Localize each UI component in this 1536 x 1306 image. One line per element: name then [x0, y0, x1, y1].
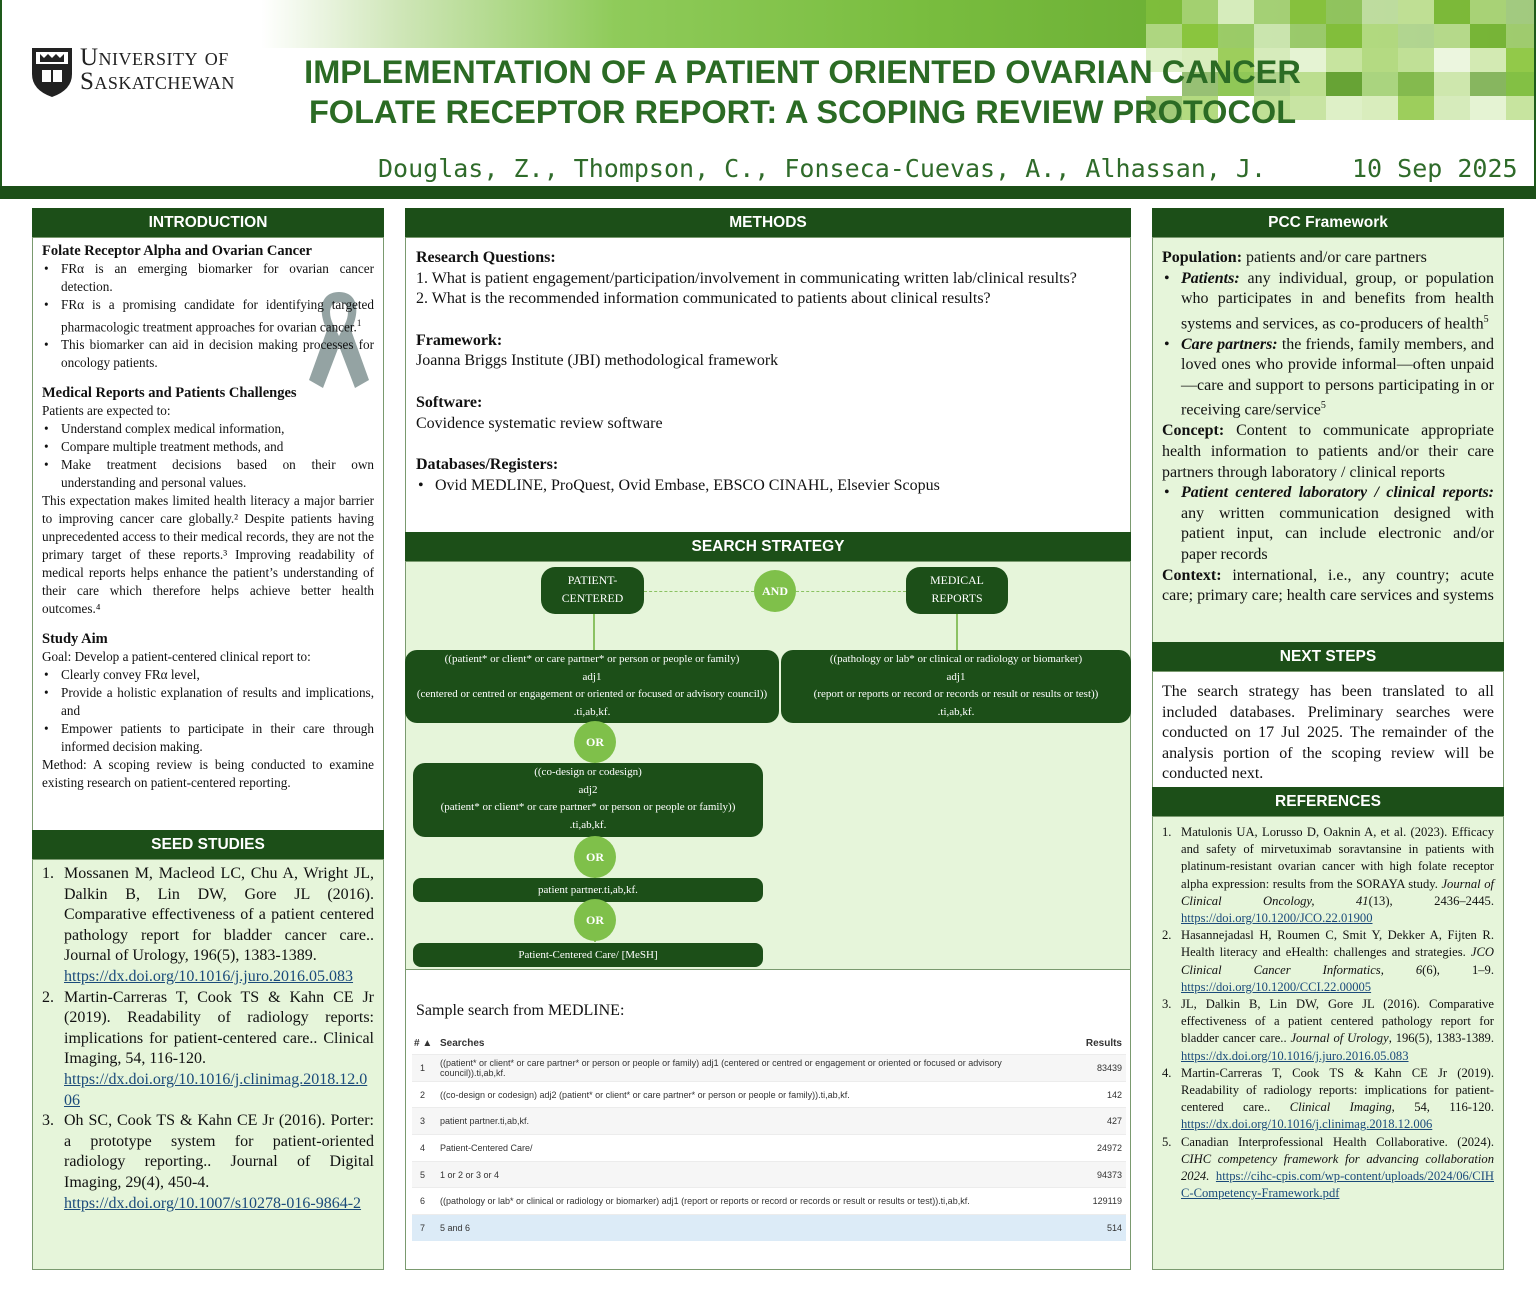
intro-section3-list [42, 666, 374, 756]
databases-title: Databases/Registers: [416, 456, 559, 474]
list-item: 3. Oh SC, Cook TS & Kahn CE Jr (2016). Porter: a prototype system for patient-oriented radiology reporting.. Journal of Digital Imaging, 29(4), 450-4. https://dx.doi.org/10.1007/s10278-016-9864-2 [42, 1112, 374, 1212]
row-query: Patient-Centered Care/ [440, 1142, 533, 1153]
list-item: 5. Canadian Interprofessional Health Collaborative. (2024). CIHC competency framework for advancing collaboration 2024. https://cihc-cpis.com/wp-content/uploads/2024/06/CIHC-Competency-Framework.pdf [1162, 1134, 1494, 1201]
pcc-population-list [1162, 269, 1494, 422]
table-header [412, 1032, 1126, 1054]
table-row[interactable] [412, 1134, 1126, 1161]
references-panel [1152, 816, 1504, 1270]
list-item: • Make treatment decisions based on their own understanding and personal values. [42, 456, 374, 492]
codesign-search-box [413, 763, 763, 837]
search-term: adj1 [582, 670, 602, 683]
list-item: • Care partners: the friends, family members, and loved ones who provide informal—often unpaid—care and support to persons participating in or receiving care/service$^5$ [1162, 335, 1494, 422]
connector-line [644, 591, 754, 592]
references-list [1162, 824, 1494, 1202]
software-text: Covidence systematic review software [416, 414, 663, 432]
row-results: 427 [1106, 1116, 1122, 1127]
reference-link-3[interactable]: https://dx.doi.org/10.1016/j.juro.2016.05.083 [1181, 1048, 1409, 1063]
header-divider-bar [0, 186, 1536, 199]
references-heading: REFERENCES [1152, 787, 1504, 816]
seed-link-2[interactable]: https://dx.doi.org/10.1016/j.clinimag.2018.12.006 [64, 1070, 368, 1109]
seed-studies-panel [32, 859, 384, 1270]
pcc-concept: Concept: Content to communicate appropriate health information to patients and/or their care partners through laboratory / clinical reports [1162, 422, 1494, 481]
reference-link-2[interactable]: https://doi.org/10.1200/CCI.22.00005 [1181, 979, 1372, 994]
reference-link-4[interactable]: https://dx.doi.org/10.1016/j.clinimag.2018.12.006 [1181, 1117, 1433, 1132]
or-operator: OR [574, 836, 616, 878]
mesh-search-box: Patient-Centered Care/ [MeSH] [413, 943, 763, 967]
or-operator: OR [574, 899, 616, 941]
row-results: 24972 [1096, 1142, 1122, 1153]
medical-reports-search-box [781, 650, 1131, 723]
intro-section3-goal: Goal: Develop a patient-centered clinical report to: [42, 649, 311, 665]
intro-section2-paragraph: This expectation makes limited health literacy a major barrier to improving cancer care globally.² Despite patients having unprecedented access to their medical records, they are not the primary target of these reports.³ Improving readability of medical reports helps enhance the patient’s understanding of their care which therefore helps achieve better health outcomes.⁴ [42, 493, 374, 617]
list-item: • Compare multiple treatment methods, and [42, 438, 374, 456]
row-number: 5 [420, 1169, 426, 1180]
next-steps-text: The search strategy has been translated to all included databases. Preliminary searches were conducted on 17 Jul 2025. The remainder of the analysis portion of the scoping review will be conducted next. [1162, 683, 1494, 783]
search-term: adj1 [946, 670, 966, 683]
list-item: • Clearly convey FRα level, [42, 666, 374, 684]
row-query: 5 and 6 [440, 1222, 471, 1233]
search-term: .ti,ab,kf. [569, 818, 607, 831]
university-logo [30, 46, 270, 102]
sample-search-table [412, 1032, 1126, 1241]
search-term: .ti,ab,kf. [573, 705, 611, 718]
row-number: 4 [420, 1142, 426, 1153]
connector-line [796, 591, 906, 592]
reference-link-5[interactable]: https://cihc-cpis.com/wp-content/uploads/2024/06/CIHC-Competency-Framework.pdf [1181, 1169, 1494, 1201]
seed-link-3[interactable]: https://dx.doi.org/10.1007/s10278-016-9864-2 [64, 1194, 362, 1212]
search-term: (patient* or client* or care partner* or person or people or family)) [440, 801, 736, 813]
concept-label: MEDICAL [930, 573, 984, 587]
list-item: • Understand complex medical information, [42, 420, 374, 438]
university-name-line2: Saskatchewan [80, 68, 235, 95]
introduction-panel [32, 237, 384, 831]
pcc-framework-panel [1152, 237, 1504, 643]
row-number: 2 [420, 1089, 426, 1100]
search-term: (centered or centred or engagement or oriented or focused or advisory council)) [416, 688, 768, 700]
poster-title [280, 52, 1325, 132]
patient-partner-search-box: patient partner.ti,ab,kf. [413, 878, 763, 902]
seed-studies-list [42, 864, 374, 1214]
intro-section1-list [42, 260, 374, 372]
patient-centered-search-box [405, 650, 779, 723]
search-term: ((patient* or client* or care partner* or person or people or family) [444, 653, 740, 665]
list-item: • This biomarker can aid in decision making processes for oncology patients. [42, 336, 374, 372]
table-row[interactable] [412, 1081, 1126, 1108]
table-row[interactable] [412, 1161, 1126, 1188]
row-number: 7 [420, 1222, 426, 1233]
patient-centered-concept [541, 567, 644, 614]
sample-search-label: Sample search from MEDLINE: [416, 1002, 625, 1019]
row-results: 514 [1106, 1222, 1122, 1233]
intro-section2-lead: Patients are expected to: [42, 403, 171, 419]
pcc-framework-heading: PCC Framework [1152, 208, 1504, 237]
introduction-heading: INTRODUCTION [32, 208, 384, 237]
intro-section3-method: Method: A scoping review is being conducted to examine existing research on patient-centered reporting. [42, 757, 374, 791]
row-number: 1 [420, 1062, 426, 1073]
databases-list [416, 476, 1121, 497]
row-number: 3 [420, 1116, 426, 1127]
list-item: • Provide a holistic explanation of results and implications, and [42, 684, 374, 720]
row-query: ((co-design or codesign) adj2 (patient* or client* or care partner* or person or people or family)).ti,ab,kf. [440, 1089, 850, 1100]
table-row[interactable] [412, 1054, 1126, 1081]
intro-section1-title: Folate Receptor Alpha and Ovarian Cancer [42, 243, 312, 259]
table-row[interactable] [412, 1187, 1126, 1214]
intro-section2-list [42, 420, 374, 492]
search-term: .ti,ab,kf. [937, 705, 975, 718]
col-number-header[interactable]: # ▲ [414, 1037, 433, 1049]
pcc-context: Context: international, i.e., any country; acute care; primary care; health care services and systems [1162, 566, 1494, 605]
or-operator: OR [574, 721, 616, 763]
concept-label: REPORTS [931, 590, 983, 605]
university-shield-icon [30, 46, 74, 98]
row-number: 6 [420, 1196, 426, 1207]
list-item: • Patients: any individual, group, or population who participates in and benefits from health systems and services, as co-producers of health$^5$ [1162, 269, 1494, 335]
authors: Douglas, Z., Thompson, C., Fonseca-Cuevas, A., Alhassan, J. [378, 154, 1267, 183]
list-item: • FRα is a promising candidate for identifying targeted pharmacologic treatment approaches for ovarian cancer.$^1$ [42, 296, 374, 336]
poster-date: 10 Sep 2025 [1352, 154, 1518, 183]
list-item: 2. Hasannejadasl H, Roumen C, Smit Y, Dekker A, Fijten R. Health literacy and eHealth: challenges and strategies. JCO Clinical Cancer Informatics, 6(6), 1–9. https://doi.org/10.1200/CCI.22.00005 [1162, 928, 1494, 994]
framework-text: Joanna Briggs Institute (JBI) methodological framework [416, 352, 779, 370]
list-item: 3. JL, Dalkin B, Lin DW, Gore JL (2016). Comparative effectiveness of a patient centered pathology report for bladder cancer care.. Journal of Urology, 196(5), 1383-1389. https://dx.doi.org/10.1016/j.juro.2016.05.083 [1162, 997, 1495, 1063]
research-questions-title: Research Questions: [416, 249, 556, 266]
concept-label: CENTERED [561, 590, 624, 605]
list-item: 4. Martin-Carreras T, Cook TS & Kahn CE Jr (2019). Readability of radiology reports: implications for patient-centered care.. Clinical Imaging, 54, 116-120. https://dx.doi.org/10.1016/j.clinimag.2018.12.006 [1162, 1065, 1494, 1132]
table-row[interactable] [412, 1107, 1126, 1134]
row-query: patient partner.ti,ab,kf. [440, 1116, 530, 1127]
reference-link-1[interactable]: https://doi.org/10.1200/JCO.22.01900 [1181, 911, 1373, 926]
methods-heading: METHODS [405, 208, 1131, 237]
list-item: • FRα is an emerging biomarker for ovarian cancer detection. [42, 260, 374, 296]
medical-reports-concept [906, 567, 1008, 614]
row-results: 142 [1106, 1089, 1122, 1100]
row-results: 94373 [1096, 1169, 1122, 1180]
table-row-selected[interactable] [412, 1214, 1126, 1241]
next-steps-heading: NEXT STEPS [1152, 642, 1504, 671]
row-query: ((patient* or client* or care partner* or person or people or family) adj1 (centered or centred or engagement or oriented or focused or advisory council)).ti,ab,kf. [440, 1057, 1002, 1078]
list-item: 1. Mossanen M, Macleod LC, Chu A, Wright JL, Dalkin B, Lin DW, Gore JL (2016). Comparative effectiveness of a patient centered pathology report for bladder cancer care.. Journal of Urology, 196(5), 1383-1389. https://dx.doi.org/10.1016/j.juro.2016.05.083 [42, 865, 374, 985]
software-title: Software: [416, 393, 483, 411]
seed-link-1[interactable]: https://dx.doi.org/10.1016/j.juro.2016.05.083 [64, 967, 354, 985]
search-term: (report or reports or record or records or result or results or test)) [813, 688, 1099, 700]
search-term: ((co-design or codesign) [534, 766, 642, 778]
row-query: 1 or 2 or 3 or 4 [440, 1169, 500, 1180]
col-results-header: Results [1085, 1037, 1122, 1049]
methods-panel [405, 237, 1131, 533]
pcc-concept-list [1162, 483, 1494, 565]
row-results: 83439 [1096, 1062, 1122, 1073]
intro-section3-title: Study Aim [42, 631, 108, 648]
table-body [412, 1054, 1126, 1241]
list-item: 1. Matulonis UA, Lorusso D, Oaknin A, et al. (2023). Efficacy and safety of mirvetuximab soravtansine in patients with platinum-resistant ovarian cancer with high folate receptor alpha expression: results from the SORAYA study. Journal of Clinical Oncology, 41(13), 2436–2445. https://doi.org/10.1200/JCO.22.01900 [1162, 825, 1495, 926]
row-query: ((pathology or lab* or clinical or radiology or biomarker) adj1 (report or reports or record or records or result or results or test)).ti,ab,kf. [440, 1196, 970, 1207]
search-term: adj2 [578, 783, 598, 796]
search-term: ((pathology or lab* or clinical or radiology or biomarker) [829, 653, 1083, 665]
list-item: 2. Martin-Carreras T, Cook TS & Kahn CE Jr (2019). Readability of radiology reports: implications for patient-centered care.. Clinical Imaging, 54, 116-120. https://dx.doi.org/10.1016/j.clinimag.2018.12.006 [42, 988, 374, 1109]
university-name-line1: University of [80, 44, 229, 71]
framework-title: Framework: [416, 331, 503, 349]
list-item: • Empower patients to participate in their care through informed decision making. [42, 720, 374, 756]
research-question-1: 1. What is patient engagement/participation/involvement in communicating written lab/clinical results? [416, 269, 1077, 287]
list-item: • Patient centered laboratory / clinical reports: any written communication designed with patient input, can include electronic and/or paper records [1162, 483, 1494, 565]
title-line1: IMPLEMENTATION OF A PATIENT ORIENTED OVARIAN CANCER [304, 54, 1301, 90]
search-strategy-heading: SEARCH STRATEGY [405, 532, 1131, 561]
concept-label: PATIENT- [567, 573, 618, 587]
list-item: • Ovid MEDLINE, ProQuest, Ovid Embase, EBSCO CINAHL, Elsevier Scopus [416, 476, 1121, 497]
row-results: 129119 [1092, 1196, 1122, 1207]
col-searches-header: Searches [440, 1037, 485, 1049]
pcc-population: Population: patients and/or care partners [1162, 249, 1427, 266]
title-line2: FOLATE RECEPTOR REPORT: A SCOPING REVIEW PROTOCOL [308, 94, 1297, 130]
next-steps-panel [1152, 671, 1504, 788]
connector-line [593, 613, 595, 651]
seed-studies-heading: SEED STUDIES [32, 830, 384, 859]
research-question-2: 2. What is the recommended information communicated to patients about clinical results? [416, 290, 991, 308]
connector-line [956, 613, 958, 651]
and-operator: AND [754, 570, 796, 612]
intro-section2-title: Medical Reports and Patients Challenges [42, 385, 297, 402]
